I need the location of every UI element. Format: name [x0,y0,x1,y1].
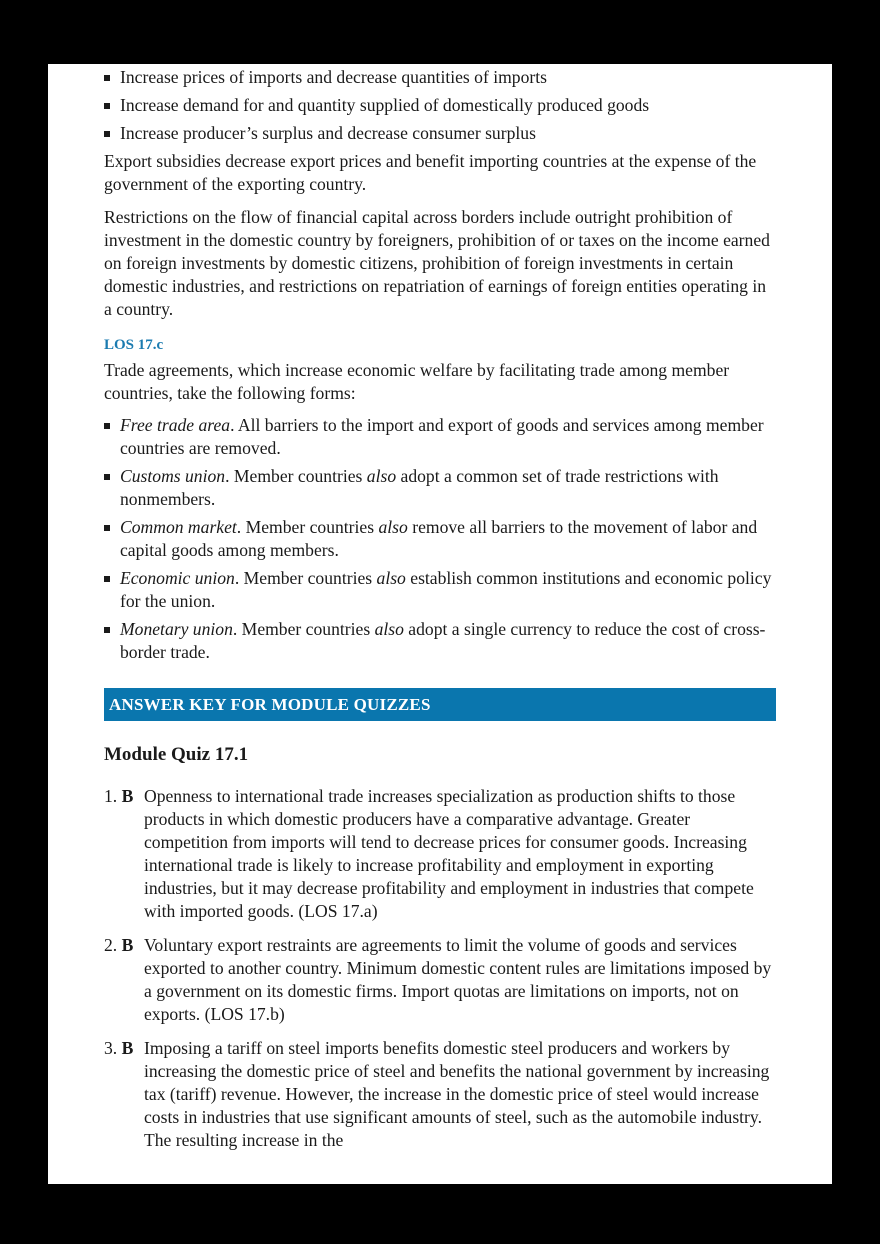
los-heading: LOS 17.c [104,337,164,353]
answer-explanation: Voluntary export restraints are agreements to limit the volume of goods and services exported to another country. Minimum domestic content rules are limitations imposed by a government on its domestic firms. Import quotas are limitations on imports, not on exports. (LOS 17.b) [144,935,772,1024]
term: Economic union [120,568,235,588]
answer-number: 3. [104,1038,118,1058]
term: Customs union [120,466,226,486]
answer-explanation: Imposing a tariff on steel imports benefits domestic steel producers and workers by increasing the domestic price of steel and benefits the national government by increasing tax (tariff) revenue. However, the increase in the domestic price of steel would increase costs in industries that use significant amounts of steel, such as the automobile industry. The resulting increase in the [144,1038,770,1150]
list-item: Common market. Member countries also remove all barriers to the movement of labor and capital goods among members. [104,516,776,562]
list-item: Increase producer’s surplus and decrease consumer surplus [104,122,776,145]
document-page [48,64,832,1184]
tariff-effects-list [104,66,776,145]
answer-item [104,1037,776,1152]
term: Free trade area [120,415,231,435]
page-content [104,66,776,1163]
trade-forms-list [104,414,776,664]
list-item: Free trade area. All barriers to the import and export of goods and services among member countries are removed. [104,414,776,460]
term: Monetary union [120,619,233,639]
answer-letter: B [121,786,134,806]
answer-number: 1. [104,786,118,806]
term: Common market [120,517,237,537]
answer-key-header: ANSWER KEY FOR MODULE QUIZZES [104,688,776,721]
list-item: Increase demand for and quantity supplied of domestically produced goods [104,94,776,117]
list-item: Customs union. Member countries also adopt a common set of trade restrictions with nonmembers. [104,465,776,511]
quiz-title: Module Quiz 17.1 [104,744,249,765]
answer-explanation: Openness to international trade increases specialization as production shifts to those products in which domestic producers have a comparative advantage. Greater competition from imports will tend to decrease prices for consumer goods. Increasing international trade is likely to increase profitability and employment in exporting industries, but it may decrease profitability and employment in industries that compete with imported goods. (LOS 17.a) [144,786,754,921]
list-item: Economic union. Member countries also establish common institutions and economic policy for the union. [104,567,776,613]
answer-item [104,934,776,1026]
list-item: Monetary union. Member countries also adopt a single currency to reduce the cost of cross-border trade. [104,618,776,664]
paragraph-capital-restrictions: Restrictions on the flow of financial capital across borders include outright prohibition of investment in the domestic country by foreigners, prohibition of or taxes on the income earned on foreign investments by domestic citizens, prohibition of foreign investments in certain domestic industries, and restrictions on repatriation of earnings of foreign entities operating in a country. [104,207,770,319]
list-item: Increase prices of imports and decrease quantities of imports [104,66,776,89]
answer-letter: B [121,935,134,955]
paragraph-export-subsidies: Export subsidies decrease export prices and benefit importing countries at the expense of the government of the exporting country. [104,151,757,194]
answer-letter: B [121,1038,134,1058]
answer-item [104,785,776,923]
trade-agreements-intro: Trade agreements, which increase economic welfare by facilitating trade among member countries, take the following forms: [104,360,730,403]
answer-number: 2. [104,935,118,955]
